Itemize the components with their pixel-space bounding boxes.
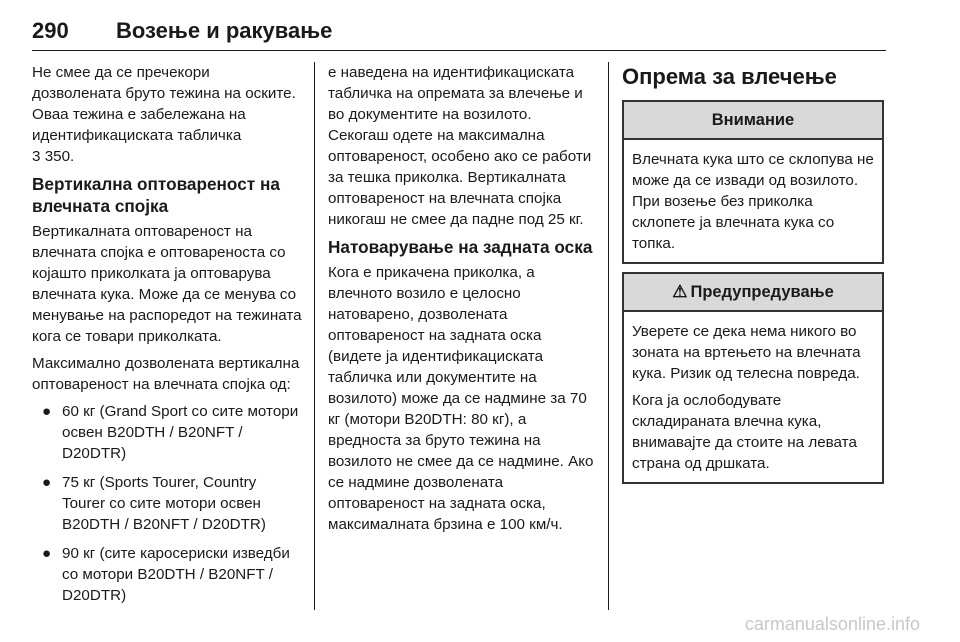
- bullet-icon: ●: [42, 545, 52, 562]
- intro-paragraph: [32, 62, 302, 167]
- warning-body: [624, 312, 882, 482]
- bullet-icon: ●: [42, 403, 52, 420]
- column-divider-1: [314, 62, 315, 610]
- warning-title-bar: [624, 274, 882, 312]
- bullet-icon: ●: [42, 474, 52, 491]
- notice-body: [624, 140, 882, 262]
- vertical-load-paragraph: Вертикалната оптовареност на влечната спојка е оптовареноста со којашто приколката ја оптоварува влечната кука. Може да се менува со менување на распоредот на тежината кога се товари приколката.: [32, 223, 302, 345]
- load-list: [32, 401, 302, 606]
- rear-axle-paragraph: Кога е прикачена приколка, а влечното возило е целосно натоварено, дозволената оптовареност на задната оска (видете ја идентификациската табличка или документите на возилото) може да се надмине за 70 кг (мотори B20DTH: 80 кг), а вредноста за бруто тежина на возилото не смее да се надмине. Ако се надмине дозволената оптовареност на задната оска, максималната брзина е 100 км/ч.: [328, 264, 594, 533]
- list-item: ● 90 кг (сите каросериски изведби со мотори B20DTH / B20NFT / D20DTR): [42, 545, 290, 604]
- page-header: [32, 14, 886, 52]
- column-middle: [328, 62, 596, 541]
- watermark: carmanualsonline.info: [744, 614, 920, 634]
- section-heading-towing-equipment: Опрема за влечење: [622, 64, 837, 89]
- header-rule: [32, 50, 886, 51]
- notice-text: Влечната кука што се склопува не може да се извади од возилото. При возење без приколка склопете ја влечната кука со топка.: [632, 151, 874, 252]
- warning-text-1: Уверете се дека нема никого во зоната на вртењето на влечната кука. Ризик од телесна повреда.: [632, 323, 861, 382]
- warning-title: Предупредување: [690, 283, 834, 301]
- warning-triangle-icon: ⚠: [672, 282, 688, 301]
- page-reference[interactable]: 350.: [44, 148, 75, 165]
- intro-text: Не смее да се пречекори дозволената бруто тежина на оските. Оваа тежина е забележана на идентификациската табличка: [32, 64, 296, 144]
- continued-paragraph: е наведена на идентификациската табличка на опремата за влечење и во документите на возилото. Секогаш одете на максимална оптовареност, особено ако се работи за тешка приколка. Вертикалната оптовареност на влечната спојка никогаш не смее да падне под 25 кг.: [328, 64, 592, 228]
- max-load-intro: Максимално дозволената вертикална оптовареност на влечната спојка од:: [32, 355, 300, 393]
- list-item: ● 75 кг (Sports Tourer, Country Tourer со сите мотори освен B20DTH / B20NFT / D20DTR): [42, 474, 266, 533]
- page-title: Возење и ракување: [116, 18, 333, 43]
- notice-title: Внимание: [624, 102, 882, 140]
- warning-text-2: Кога ја ослободувате складираната влечна кука, внимавајте да стоите на левата страна од дршката.: [632, 392, 857, 472]
- warning-box: [622, 272, 884, 484]
- column-divider-2: [608, 62, 609, 610]
- notice-box: [622, 100, 884, 264]
- column-left: [32, 62, 302, 614]
- section-heading-rear-axle: Натоварување на задната оска: [328, 237, 593, 257]
- column-right: [622, 62, 884, 492]
- section-heading-vertical-load: Вертикална оптовареност на влечната спојка: [32, 174, 280, 216]
- page-number: 290: [32, 18, 69, 43]
- list-item: ● 60 кг (Grand Sport со сите мотори освен B20DTH / B20NFT / D20DTR): [42, 403, 299, 462]
- reference-arrow-icon: 3: [32, 148, 41, 165]
